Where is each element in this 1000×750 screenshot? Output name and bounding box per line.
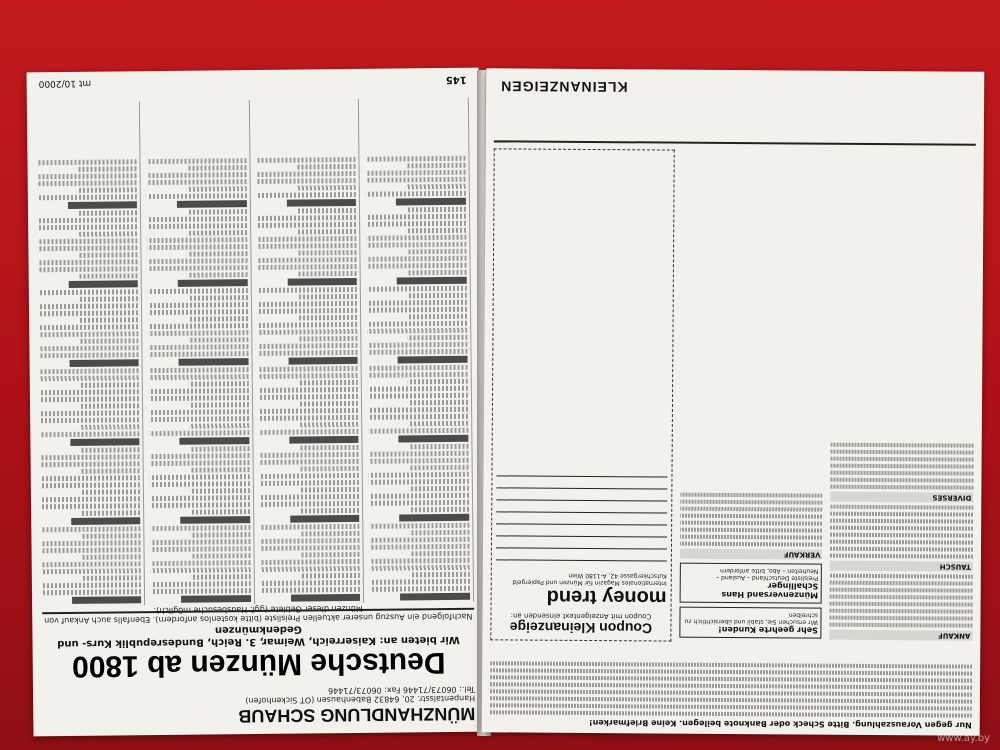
price-list-line xyxy=(81,510,141,516)
price-list-line xyxy=(408,379,468,385)
dealer-header xyxy=(42,603,476,733)
price-list-line xyxy=(291,594,361,602)
price-list-line xyxy=(396,198,466,206)
price-list-line xyxy=(151,525,251,531)
price-list-line xyxy=(301,573,361,579)
price-list-line xyxy=(187,209,247,215)
price-list-line xyxy=(297,271,357,277)
price-list-line xyxy=(260,473,360,479)
price-list-line xyxy=(190,446,250,452)
price-list-line xyxy=(367,214,467,220)
price-list-line xyxy=(190,488,250,494)
price-list-line xyxy=(259,387,359,393)
price-list-line xyxy=(41,503,141,509)
price-list-line xyxy=(261,580,361,586)
price-list-line xyxy=(188,251,248,257)
price-column xyxy=(37,101,146,606)
price-list-line xyxy=(366,191,466,197)
price-list-line xyxy=(149,309,249,315)
price-list-line xyxy=(367,235,467,241)
price-list-line xyxy=(288,278,358,286)
coupon-form xyxy=(490,148,674,641)
ad-title: Münzenversand Hans Schallinger xyxy=(721,581,819,600)
price-list-line xyxy=(369,493,469,499)
price-list-line xyxy=(150,481,250,487)
price-list-line xyxy=(147,172,247,178)
price-list-line xyxy=(79,338,139,344)
money-trend-logo: money trend xyxy=(546,585,667,609)
right-page-content xyxy=(482,68,985,735)
coupon-title: Coupon Kleinanzeige xyxy=(509,619,653,637)
price-list-line xyxy=(40,389,140,395)
price-list-line xyxy=(297,185,357,191)
open-magazine xyxy=(22,70,988,746)
price-list-line xyxy=(407,314,467,320)
price-list-line xyxy=(400,593,470,601)
price-list-line xyxy=(41,454,141,460)
price-list-line xyxy=(37,159,137,165)
price-list-line xyxy=(147,193,247,199)
page-number: 145 xyxy=(445,73,467,85)
price-list-line xyxy=(148,265,248,271)
price-list xyxy=(37,98,474,606)
price-list-line xyxy=(41,540,141,546)
price-list-line xyxy=(40,375,140,381)
price-list-line xyxy=(370,565,470,571)
price-list-line xyxy=(178,279,248,287)
price-list-line xyxy=(298,336,358,342)
price-list-line xyxy=(408,335,468,341)
price-list-line xyxy=(188,295,248,301)
price-list-line xyxy=(38,224,138,230)
price-list-line xyxy=(299,466,359,472)
price-list-line xyxy=(39,289,139,295)
form-line xyxy=(496,547,667,558)
price-list-line xyxy=(78,210,138,216)
price-list-line xyxy=(369,451,469,457)
price-list-line xyxy=(39,345,139,351)
price-list-line xyxy=(408,400,468,406)
price-list-line xyxy=(369,479,469,485)
price-list-line xyxy=(260,459,360,465)
price-list-line xyxy=(41,461,141,467)
form-line xyxy=(496,487,667,498)
price-list-line xyxy=(81,468,141,474)
price-list-line xyxy=(150,474,250,480)
price-list-line xyxy=(370,500,470,506)
price-list-line xyxy=(41,475,141,481)
price-list-line xyxy=(150,453,250,459)
ad-text: Preisliste Deutschland – Ausland – Neuheiten – Abo, bitte anfordern xyxy=(716,566,819,582)
price-list-line xyxy=(181,516,251,524)
price-list-line xyxy=(407,228,467,234)
headline: Deutsche Münzen ab 1800 xyxy=(71,646,446,683)
price-list-line xyxy=(188,230,248,236)
price-list-line xyxy=(179,358,249,366)
price-list-line xyxy=(261,545,361,551)
price-list-line xyxy=(38,217,138,223)
customer-notice-title: Sehr geehrte Kunden! xyxy=(718,624,818,635)
price-list-line xyxy=(187,186,247,192)
price-list-line xyxy=(78,273,138,279)
price-list-line xyxy=(69,280,139,288)
price-list-line xyxy=(257,192,357,198)
price-list-line xyxy=(259,429,359,435)
order-line: Nur gegen Vorauszahlung. Bitte Scheck oder Banknote beilegen. Keine Briefmarken! xyxy=(588,718,972,730)
price-list-line xyxy=(190,509,250,515)
price-list-line xyxy=(366,177,466,183)
price-list-line xyxy=(72,596,142,604)
form-line xyxy=(496,511,667,522)
price-list-line xyxy=(151,588,251,594)
price-list-line xyxy=(300,552,360,558)
price-list-line xyxy=(407,293,467,299)
price-list-line xyxy=(297,208,357,214)
price-list-line xyxy=(296,164,356,170)
price-list-line xyxy=(368,307,468,313)
price-list-line xyxy=(259,408,359,414)
price-list-line xyxy=(149,344,249,350)
price-list-line xyxy=(82,575,142,581)
watermark: www.ay.by xyxy=(937,733,990,744)
price-list-line xyxy=(260,538,360,544)
price-list-line xyxy=(191,574,251,580)
price-list-line xyxy=(409,444,469,450)
price-list-line xyxy=(407,270,467,276)
price-list-line xyxy=(191,553,251,559)
price-list-line xyxy=(149,367,249,373)
price-list-line xyxy=(409,507,469,513)
price-list-line xyxy=(40,396,140,402)
price-list-line xyxy=(300,487,360,493)
price-list-line xyxy=(177,200,247,208)
price-list-line xyxy=(69,359,139,367)
price-list-line xyxy=(78,231,138,237)
price-list-line xyxy=(299,380,359,386)
price-list-line xyxy=(259,373,359,379)
price-list-line xyxy=(299,422,359,428)
price-list-line xyxy=(257,222,357,228)
price-list-line xyxy=(367,221,467,227)
price-list-line xyxy=(40,410,140,416)
price-list-line xyxy=(369,458,469,464)
price-list-line xyxy=(398,356,468,364)
price-list-line xyxy=(368,342,468,348)
price-list-line xyxy=(260,494,360,500)
price-list-line xyxy=(370,523,470,529)
price-list-line xyxy=(151,546,251,552)
price-list-line xyxy=(40,368,140,374)
price-list-line xyxy=(181,595,251,603)
form-line xyxy=(496,475,667,486)
price-list-line xyxy=(410,530,470,536)
price-list-line xyxy=(397,277,467,285)
price-list-line xyxy=(368,372,468,378)
price-list-line xyxy=(38,173,138,179)
price-list-line xyxy=(368,328,468,334)
price-list-line xyxy=(261,587,361,593)
price-list-line xyxy=(257,171,357,177)
price-list-line xyxy=(190,423,250,429)
price-list-line xyxy=(39,266,139,272)
price-list-line xyxy=(368,393,468,399)
price-list-line xyxy=(298,294,358,300)
price-list-line xyxy=(147,179,247,185)
price-list-line xyxy=(151,567,251,573)
price-list-line xyxy=(150,430,250,436)
price-list-line xyxy=(370,537,470,543)
price-list-line xyxy=(151,560,251,566)
price-list-line xyxy=(39,352,139,358)
company-name: MÜNZHANDLUNG SCHAUB xyxy=(238,703,476,727)
price-list-line xyxy=(81,533,141,539)
price-list-line xyxy=(370,558,470,564)
price-list-line xyxy=(149,395,249,401)
price-list-line xyxy=(149,351,249,357)
price-list-line xyxy=(150,495,250,501)
price-list-line xyxy=(300,508,360,514)
price-list-line xyxy=(151,502,251,508)
ad-box-schallinger xyxy=(680,563,823,604)
price-list-line xyxy=(366,156,466,162)
price-list-line xyxy=(299,401,359,407)
price-list-line xyxy=(38,180,138,186)
price-list-line xyxy=(41,526,141,532)
price-list-line xyxy=(80,424,140,430)
price-list-line xyxy=(258,343,358,349)
price-list-line xyxy=(260,452,360,458)
price-list-line xyxy=(68,201,138,209)
price-list-line xyxy=(148,302,248,308)
price-list-line xyxy=(399,435,469,443)
price-list-line xyxy=(406,163,466,169)
price-list-line xyxy=(71,517,141,525)
price-list-line xyxy=(189,337,249,343)
price-list-line xyxy=(258,350,358,356)
price-list-line xyxy=(40,431,140,437)
price-column xyxy=(365,98,474,603)
price-list-line xyxy=(148,216,248,222)
price-list-line xyxy=(39,310,139,316)
price-list-line xyxy=(40,417,140,423)
customer-notice-text: Wir ersuchen Sie, stabil und übersichtlich zu schreiben xyxy=(684,611,819,626)
price-list-line xyxy=(288,357,358,365)
price-list-line xyxy=(70,438,140,446)
price-list-line xyxy=(148,237,248,243)
price-list-line xyxy=(80,447,140,453)
price-list-line xyxy=(148,244,248,250)
price-list-line xyxy=(258,301,358,307)
price-list-line xyxy=(367,256,467,262)
price-list-line xyxy=(256,157,356,163)
section-title: KLEINANZEIGEN xyxy=(500,78,628,96)
price-list-line xyxy=(409,421,469,427)
price-list-line xyxy=(297,229,357,235)
left-page xyxy=(27,68,486,737)
price-list-line xyxy=(79,317,139,323)
price-list-line xyxy=(148,288,248,294)
classifieds-footer xyxy=(494,74,976,145)
price-list-line xyxy=(147,158,247,164)
price-list-line xyxy=(148,258,248,264)
price-list-line xyxy=(289,436,359,444)
form-line xyxy=(496,523,667,534)
price-list-line xyxy=(149,323,249,329)
section-label-diverses: DIVERSES xyxy=(831,492,974,503)
price-list-line xyxy=(191,532,251,538)
price-column xyxy=(256,99,365,604)
price-list-line xyxy=(261,566,361,572)
price-list-line xyxy=(38,238,138,244)
price-list-line xyxy=(80,382,140,388)
price-list-line xyxy=(260,480,360,486)
price-list-line xyxy=(39,303,139,309)
price-list-line xyxy=(370,586,470,592)
price-list-line xyxy=(368,321,468,327)
price-list-line xyxy=(77,166,137,172)
price-list-line xyxy=(370,579,470,585)
price-list-line xyxy=(257,178,357,184)
form-line xyxy=(496,499,667,510)
price-list-line xyxy=(81,489,141,495)
price-list-line xyxy=(78,252,138,258)
section-label-ankauf: ANKAUF xyxy=(830,630,973,641)
price-list-line xyxy=(261,559,361,565)
price-list-line xyxy=(42,547,142,553)
price-list-line xyxy=(149,374,249,380)
price-list-line xyxy=(38,194,138,200)
price-column xyxy=(146,100,255,605)
price-list-line xyxy=(187,165,247,171)
price-list-line xyxy=(258,264,358,270)
price-list-line xyxy=(189,402,249,408)
price-list-line xyxy=(188,316,248,322)
price-list-line xyxy=(409,486,469,492)
section-label-tausch: TAUSCH xyxy=(830,561,973,572)
price-list-line xyxy=(39,259,139,265)
classified-column xyxy=(830,151,976,644)
customer-notice-box xyxy=(679,607,822,639)
left-page-content xyxy=(27,68,486,737)
price-list-line xyxy=(257,243,357,249)
subheadline: Wir bieten an: Kaiserreich, Weimar, 3. Reich, Bundesrepublik Kurs- und Gedenkmünzen xyxy=(57,623,460,650)
price-list-line xyxy=(368,386,468,392)
price-list-line xyxy=(300,531,360,537)
price-list-line xyxy=(149,330,249,336)
price-list-line xyxy=(41,496,141,502)
price-list-line xyxy=(299,445,359,451)
price-list-line xyxy=(189,381,249,387)
price-list-line xyxy=(368,349,468,355)
price-list-line xyxy=(42,561,142,567)
price-list-line xyxy=(38,245,138,251)
price-list-line xyxy=(150,460,250,466)
price-list-line xyxy=(298,315,358,321)
price-list-line xyxy=(407,249,467,255)
price-list-line xyxy=(39,331,139,337)
price-list-line xyxy=(41,482,141,488)
price-list-line xyxy=(369,472,469,478)
price-list-line xyxy=(366,170,466,176)
price-list-line xyxy=(42,582,142,588)
price-list-line xyxy=(42,589,142,595)
price-list-line xyxy=(190,467,250,473)
price-list-line xyxy=(400,514,470,522)
price-list-line xyxy=(180,437,250,445)
logo-subtitle: Internationales Magazin für Münzen und Papiergeld xyxy=(512,578,667,587)
price-list-line xyxy=(151,539,251,545)
price-list-line xyxy=(370,544,470,550)
coupon-subtitle: Coupon mit Anzeigentext einsenden an: xyxy=(510,611,652,621)
price-list-line xyxy=(367,300,467,306)
price-list-line xyxy=(39,324,139,330)
price-list-line xyxy=(150,416,250,422)
price-list-line xyxy=(79,296,139,302)
price-list-line xyxy=(258,308,358,314)
price-list-line xyxy=(406,184,466,190)
price-list-line xyxy=(257,257,357,263)
price-list-line xyxy=(260,501,360,507)
price-list-line xyxy=(410,551,470,557)
form-line xyxy=(496,559,667,570)
section-label-verkauf: VERKAUF xyxy=(680,549,823,560)
price-list-line xyxy=(369,428,469,434)
price-list-line xyxy=(81,554,141,560)
price-list-line xyxy=(188,272,248,278)
price-list-line xyxy=(406,207,466,213)
price-list-line xyxy=(150,409,250,415)
pricelist-note: Nachfolgend ein Auszug unserer aktuellen Preisliste (bitte kostenlos anfordern). Ebenfalls auch Ankauf von Münzen dieser Gebiete (ggf. Hausbesuche möglich). xyxy=(44,603,473,626)
price-list-line xyxy=(258,329,358,335)
price-list-line xyxy=(410,572,470,578)
order-form-top xyxy=(490,648,973,729)
form-line xyxy=(496,535,667,546)
price-list-line xyxy=(367,263,467,269)
classified-column xyxy=(679,150,825,643)
price-list-line xyxy=(290,515,360,523)
price-list-line xyxy=(369,407,469,413)
price-list-line xyxy=(259,394,359,400)
price-list-line xyxy=(260,524,360,530)
company-address: Hanpentalsstr. 20, 64832 Babenhausen (OT Sickenhofen) xyxy=(245,693,476,706)
classified-columns xyxy=(490,148,975,643)
logo-address: Kutschkergasse 42, A-1180 Wien xyxy=(568,571,667,580)
price-list-line xyxy=(409,465,469,471)
price-list-line xyxy=(258,287,358,293)
price-list-line xyxy=(259,366,359,372)
price-list-line xyxy=(287,199,357,207)
price-list-line xyxy=(257,215,357,221)
price-list-line xyxy=(257,236,357,242)
price-list-line xyxy=(149,388,249,394)
price-list-line xyxy=(369,414,469,420)
price-list-line xyxy=(148,223,248,229)
price-list-line xyxy=(258,322,358,328)
price-list-line xyxy=(78,187,138,193)
price-list-line xyxy=(297,250,357,256)
issue-label: mt 10/2000 xyxy=(38,77,92,89)
price-list-line xyxy=(368,365,468,371)
right-page xyxy=(482,68,985,735)
price-list-line xyxy=(367,286,467,292)
company-telephone: Tel.: 06073/71446 Fax: 06073/71446 xyxy=(328,684,476,696)
price-list-line xyxy=(80,403,140,409)
price-list-line xyxy=(367,242,467,248)
price-list-line xyxy=(42,568,142,574)
price-list-line xyxy=(259,415,359,421)
price-list-line xyxy=(151,581,251,587)
